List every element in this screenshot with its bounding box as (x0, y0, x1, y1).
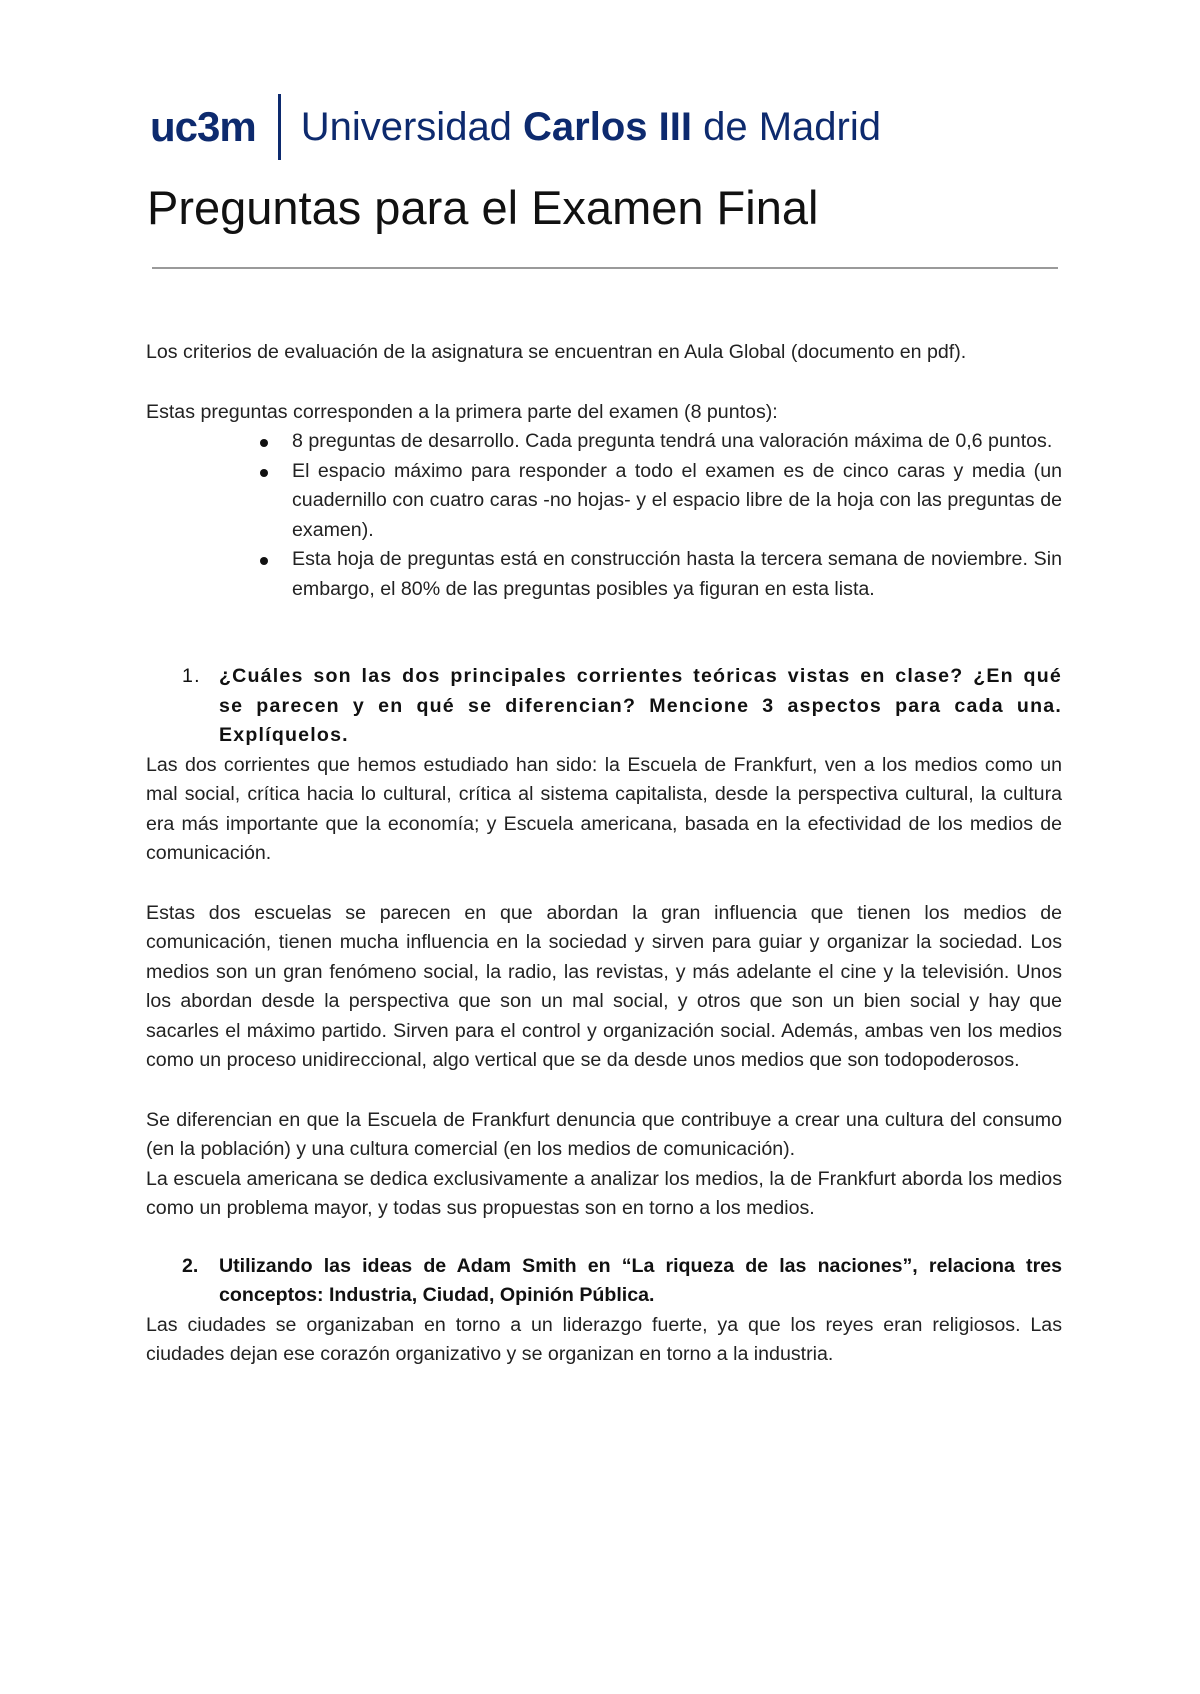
intro-lead: Estas preguntas corresponden a la primera parte del examen (8 puntos): (146, 400, 778, 423)
logo-name (301, 105, 881, 150)
list-item (292, 545, 1062, 604)
list-item-text: 8 preguntas de desarrollo. Cada pregunta tendrá una valoración máxima de 0,6 puntos. (292, 430, 1053, 452)
list-item (292, 457, 1062, 546)
page-title: Preguntas para el Examen Final (147, 181, 819, 234)
bullet-icon (260, 557, 268, 565)
answer-paragraph: La escuela americana se dedica exclusivamente a analizar los medios, la de Frankfurt aborda los medios como un problema mayor, y todas sus propuestas son en torno a los medios. (146, 1167, 1062, 1219)
question-number: 1. (182, 665, 201, 687)
question-2 (146, 1252, 1062, 1311)
university-logo (150, 92, 881, 162)
logo-name-prefix: Universidad (300, 104, 524, 149)
title-divider (152, 267, 1058, 269)
rules-list (146, 427, 1062, 604)
logo-separator (278, 94, 281, 160)
answer-paragraph: Se diferencian en que la Escuela de Frankfurt denuncia que contribuye a crear una cultura del consumo (en la población) y una cultura comercial (en los medios de comunicación). (146, 1108, 1062, 1160)
answer-paragraph: Las ciudades se organizaban en torno a un liderazgo fuerte, ya que los reyes eran religiosos. Las ciudades dejan ese corazón organizativo y se organizan en torno a la industria. (146, 1313, 1062, 1365)
logo-name-suffix: de Madrid (692, 104, 881, 149)
logo-mark: uc3m (150, 103, 256, 150)
question-number: 2. (182, 1254, 199, 1277)
bullet-icon (260, 469, 268, 477)
question-1 (146, 662, 1062, 751)
criteria-paragraph: Los criterios de evaluación de la asignatura se encuentran en Aula Global (documento en pdf). (146, 341, 967, 363)
list-item-text: El espacio máximo para responder a todo el examen es de cinco caras y media (un cuadernillo con cuatro caras -no hojas- y el espacio libre de la hoja con las preguntas de examen). (292, 459, 1062, 541)
list-item-text: Esta hoja de preguntas está en construcción hasta la tercera semana de noviembre. Sin embargo, el 80% de las preguntas posibles ya figuran en esta lista. (292, 548, 1062, 600)
document-body (146, 338, 1062, 1370)
answer-paragraph: Las dos corrientes que hemos estudiado han sido: la Escuela de Frankfurt, ven a los medios como un mal social, crítica hacia lo cultural, crítica al sistema capitalista, desde la perspectiva cultural, la cultura era más importante que la economía; y Escuela americana, basada en la efectividad de los medios de comunicación. (146, 753, 1062, 864)
bullet-icon (260, 439, 268, 447)
list-item (292, 427, 1062, 457)
question-text: Utilizando las ideas de Adam Smith en “La riqueza de las naciones”, relaciona tres conceptos: Industria, Ciudad, Opinión Pública. (219, 1254, 1062, 1306)
answer-paragraph: Estas dos escuelas se parecen en que abordan la gran influencia que tienen los medios de comunicación, tienen mucha influencia en la sociedad y sirven para guiar y organizar la sociedad. Los medios son un gran fenómeno social, la radio, las revistas, y más adelante el cine y la televisión. Unos los abordan desde la perspectiva que son un mal social, y otros que son un bien social y hay que sacarles el máximo partido. Sirven para el control y organización social. Además, ambas ven los medios como un proceso unidireccional, algo vertical que se da desde unos medios que son todopoderosos. (146, 901, 1062, 1071)
question-text: ¿Cuáles son las dos principales corrientes teóricas vistas en clase? ¿En qué se parecen y en qué se diferencian? Mencione 3 aspectos para cada una. Explíquelos. (219, 665, 1062, 746)
logo-name-bold: Carlos III (523, 104, 692, 149)
